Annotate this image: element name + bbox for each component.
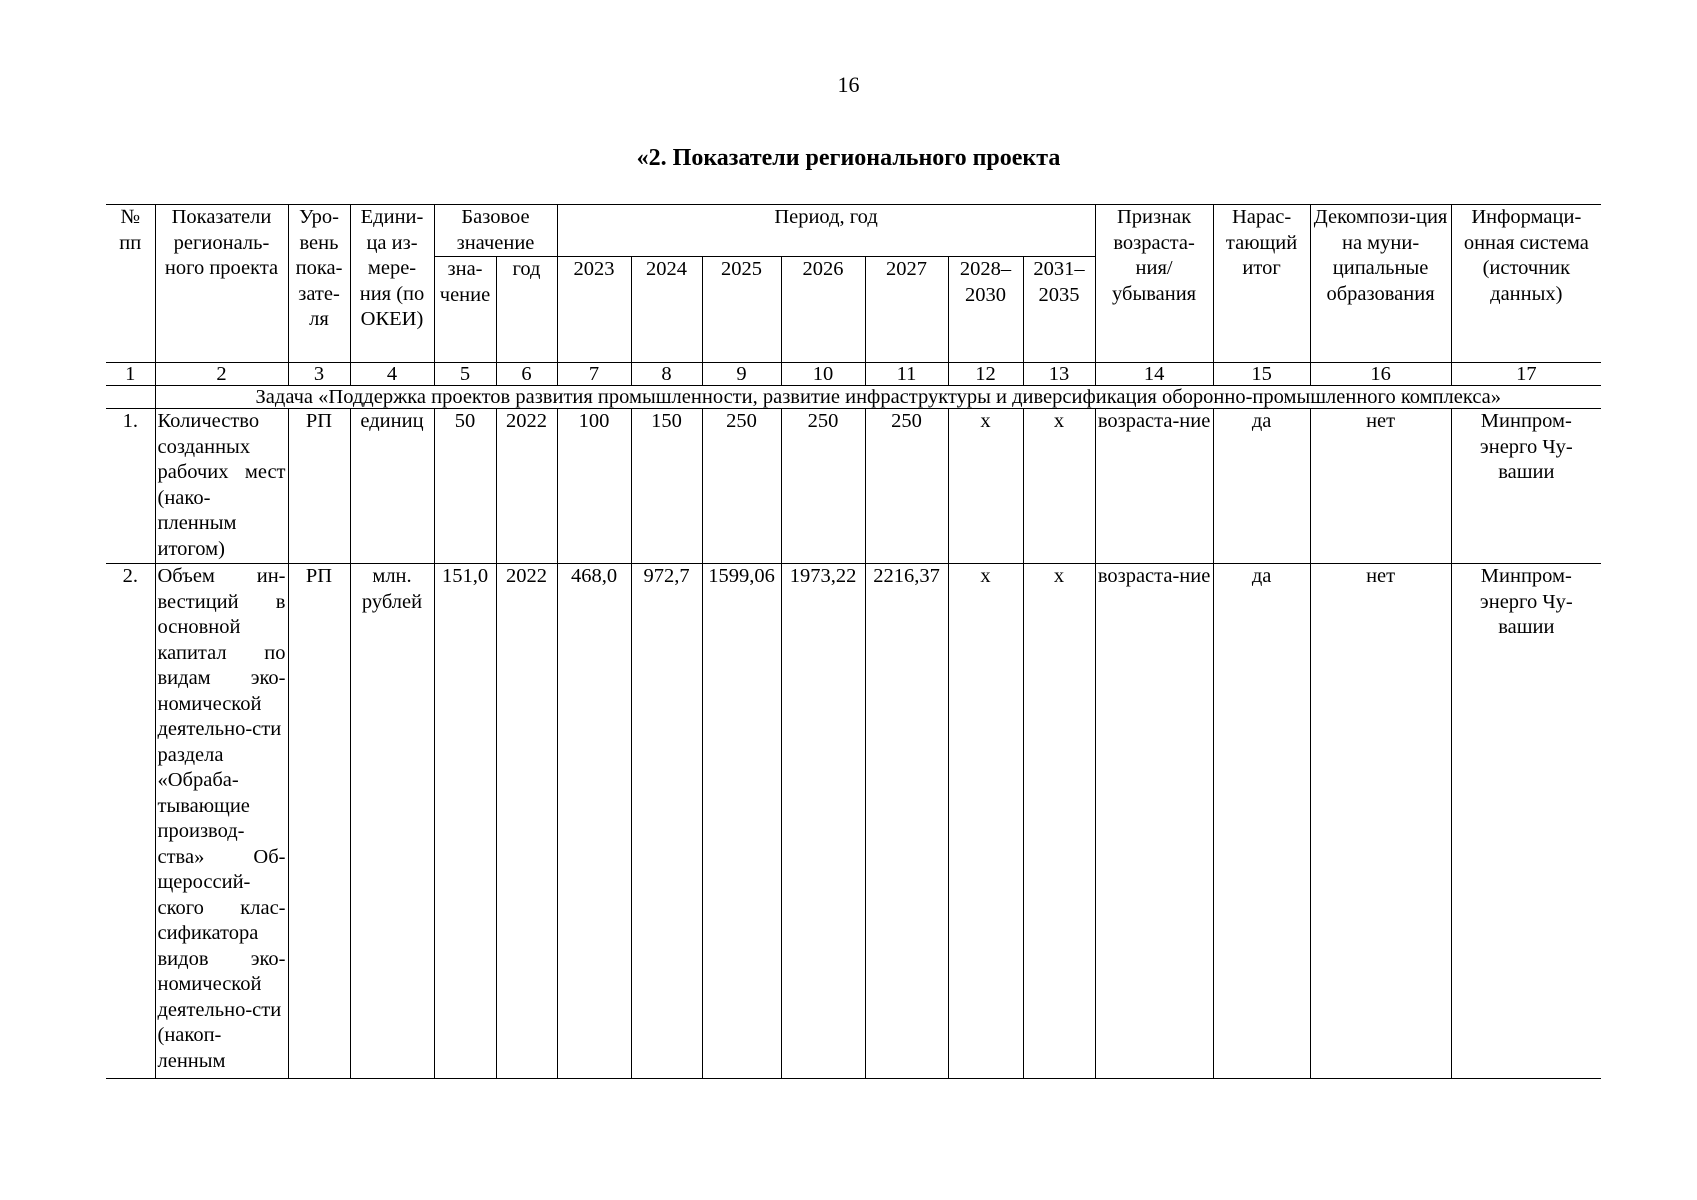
period-value: х (948, 409, 1023, 564)
header-base: Базовое значение (434, 205, 557, 257)
indicator-level: РП (288, 564, 350, 1079)
column-number: 1 (106, 363, 155, 386)
task-spacer (106, 386, 155, 409)
column-number: 6 (496, 363, 557, 386)
header-level: Уро-вень пока-зате-ля (288, 205, 350, 363)
column-number: 9 (702, 363, 781, 386)
indicator-name: Количество созданных рабочих мест (нако-пленным итогом) (155, 409, 288, 564)
header-indicator: Показатели региональ-ного проекта (155, 205, 288, 363)
header-unit: Едини-ца из-мере-ния (по ОКЕИ) (350, 205, 434, 363)
period-value: 468,0 (557, 564, 631, 1079)
table-row (106, 409, 1601, 564)
indicators-table (106, 204, 1601, 1079)
indicator-unit: единиц (350, 409, 434, 564)
data-source: Минпром-энерго Чу-вашии (1451, 564, 1601, 1079)
period-value: 250 (781, 409, 865, 564)
page-number: 16 (837, 72, 860, 97)
period-value: 1973,22 (781, 564, 865, 1079)
header-period: Период, год (557, 205, 1095, 257)
base-year: 2022 (496, 564, 557, 1079)
period-value: 250 (865, 409, 948, 564)
indicator-level: РП (288, 409, 350, 564)
data-source: Минпром-энерго Чу-вашии (1451, 409, 1601, 564)
header-year: 2023 (557, 257, 631, 363)
column-number: 3 (288, 363, 350, 386)
period-value: 972,7 (631, 564, 702, 1079)
period-value: 150 (631, 409, 702, 564)
task-row (106, 386, 1601, 409)
trend: возраста-ние (1095, 409, 1213, 564)
header-base-value: зна-чение (434, 257, 496, 363)
column-number: 17 (1451, 363, 1601, 386)
base-year: 2022 (496, 409, 557, 564)
decomposition: нет (1310, 409, 1451, 564)
header-year: 2028–2030 (948, 257, 1023, 363)
header-base-year: год (496, 257, 557, 363)
period-value: х (948, 564, 1023, 1079)
header-cumulative: Нарас-тающий итог (1213, 205, 1310, 363)
column-number: 15 (1213, 363, 1310, 386)
header-year: 2024 (631, 257, 702, 363)
cumulative: да (1213, 409, 1310, 564)
column-number: 4 (350, 363, 434, 386)
indicator-name: Объем ин-вестиций в основной капитал по видам эко-номической деятельно-сти раздела «Обраба-тывающие производ-ства» Об-щероссий-ского клас-сификатора видов эко-номической деятельно-сти (накоп-ленным (155, 564, 288, 1079)
indicator-unit: млн. рублей (350, 564, 434, 1079)
table-row (106, 564, 1601, 1079)
period-value: х (1023, 564, 1095, 1079)
header-year: 2031–2035 (1023, 257, 1095, 363)
column-numbers-row (106, 363, 1601, 386)
column-number: 14 (1095, 363, 1213, 386)
column-number: 11 (865, 363, 948, 386)
column-number: 13 (1023, 363, 1095, 386)
header-number: № пп (106, 205, 155, 363)
header-source: Информаци-онная система (источник данных) (1451, 205, 1601, 363)
decomposition: нет (1310, 564, 1451, 1079)
header-row (106, 205, 1601, 257)
period-value: 2216,37 (865, 564, 948, 1079)
trend: возраста-ние (1095, 564, 1213, 1079)
document-title: «2. Показатели регионального проекта (636, 145, 1061, 171)
header-year: 2025 (702, 257, 781, 363)
period-value: 100 (557, 409, 631, 564)
header-trend: Признак возраста-ния/ убывания (1095, 205, 1213, 363)
period-value: 1599,06 (702, 564, 781, 1079)
header-decomposition: Декомпози-ция на муни-ципальные образования (1310, 205, 1451, 363)
column-number: 8 (631, 363, 702, 386)
column-number: 7 (557, 363, 631, 386)
column-number: 5 (434, 363, 496, 386)
header-year: 2026 (781, 257, 865, 363)
column-number: 16 (1310, 363, 1451, 386)
row-number: 1. (106, 409, 155, 564)
column-number: 2 (155, 363, 288, 386)
period-value: х (1023, 409, 1095, 564)
base-value: 50 (434, 409, 496, 564)
row-number: 2. (106, 564, 155, 1079)
period-value: 250 (702, 409, 781, 564)
header-year: 2027 (865, 257, 948, 363)
task-title: Задача «Поддержка проектов развития промышленности, развитие инфраструктуры и диверсификация оборонно-промышленного комплекса» (155, 386, 1601, 409)
cumulative: да (1213, 564, 1310, 1079)
base-value: 151,0 (434, 564, 496, 1079)
column-number: 10 (781, 363, 865, 386)
column-number: 12 (948, 363, 1023, 386)
